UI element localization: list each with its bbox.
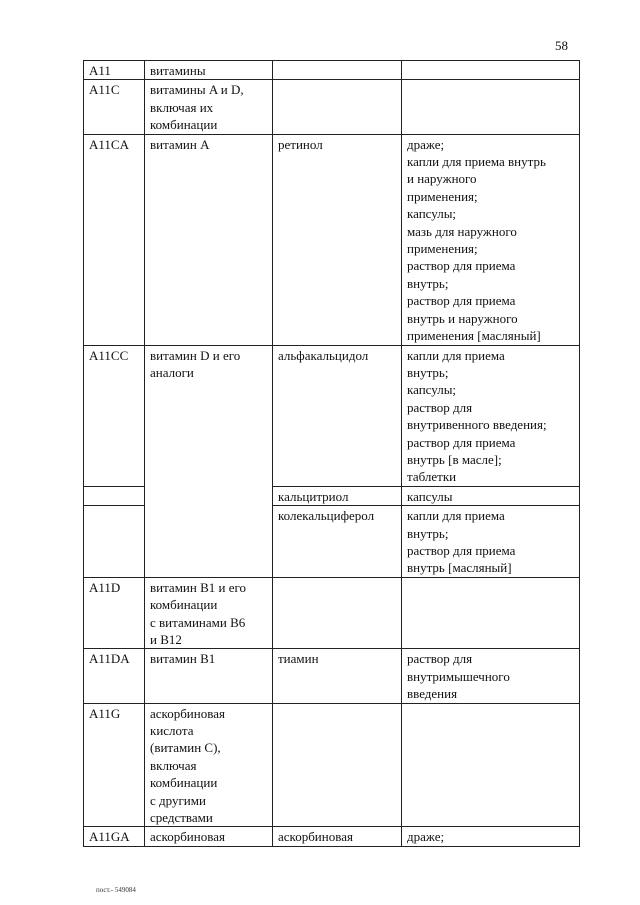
group-cell	[145, 577, 273, 649]
dosage-forms-cell	[402, 703, 580, 827]
cell-text-line: раствор для	[407, 651, 473, 667]
cell-text-line: внутримышечного	[407, 668, 510, 684]
cell-text-line: колекальциферол	[278, 508, 375, 524]
cell-text-line: кислота	[150, 723, 194, 739]
cell-text-line: внутрь [в масле];	[407, 451, 502, 467]
cell-text-line: аналоги	[150, 364, 194, 380]
atc-code-cell	[84, 134, 145, 345]
cell-text-line: применения;	[407, 241, 478, 257]
cell-text-line: внутрь;	[407, 364, 449, 380]
cell-text-line: A11CA	[89, 136, 129, 152]
cell-text-line: капсулы;	[407, 382, 457, 398]
atc-code-cell	[84, 345, 145, 486]
atc-code-cell	[84, 827, 145, 846]
cell-text-line: внутрь;	[407, 275, 449, 291]
atc-code-cell	[84, 649, 145, 703]
cell-text-line: A11DA	[89, 651, 130, 667]
table-row	[84, 703, 580, 827]
atc-code-cell	[84, 506, 145, 578]
cell-text-line: комбинации	[150, 597, 218, 613]
group-cell	[145, 345, 273, 577]
cell-text-line: средствами	[150, 810, 213, 826]
cell-text-line: A11GA	[89, 829, 130, 845]
atc-code-cell	[84, 61, 145, 80]
group-cell	[145, 649, 273, 703]
cell-text-line: капсулы;	[407, 206, 457, 222]
table-row	[84, 345, 580, 486]
cell-text-line: включая их	[150, 99, 214, 115]
cell-text-line: включая	[150, 757, 197, 773]
group-cell	[145, 134, 273, 345]
cell-text-line: с другими	[150, 792, 206, 808]
table-row	[84, 577, 580, 649]
substance-cell	[273, 486, 402, 505]
dosage-forms-cell	[402, 506, 580, 578]
cell-text-line: капли для приема	[407, 508, 505, 524]
substance-cell	[273, 703, 402, 827]
dosage-forms-cell	[402, 577, 580, 649]
substance-cell	[273, 61, 402, 80]
group-cell	[145, 703, 273, 827]
cell-text-line: раствор для приема	[407, 434, 516, 450]
table-row	[84, 827, 580, 846]
cell-text-line: витамин B1	[150, 651, 216, 667]
cell-text-line: раствор для приема	[407, 293, 516, 309]
table-row	[84, 61, 580, 80]
cell-text-line: аскорбиновая	[150, 829, 225, 845]
cell-text-line: аскорбиновая	[278, 829, 353, 845]
atc-code-cell	[84, 80, 145, 134]
cell-text-line: раствор для приема	[407, 542, 516, 558]
cell-text-line: витамины A и D,	[150, 82, 244, 98]
cell-text-line: витамин A	[150, 136, 210, 152]
cell-text-line: мазь для наружного	[407, 223, 517, 239]
dosage-forms-cell	[402, 649, 580, 703]
substance-cell	[273, 827, 402, 846]
cell-text-line: A11CC	[89, 347, 129, 363]
cell-text-line: и наружного	[407, 171, 477, 187]
drug-table	[83, 60, 580, 847]
cell-text-line: ретинол	[278, 136, 323, 152]
atc-code-cell	[84, 577, 145, 649]
substance-cell	[273, 345, 402, 486]
cell-text-line: раствор для	[407, 399, 473, 415]
cell-text-line: комбинации	[150, 117, 218, 133]
cell-text-line: введения	[407, 686, 458, 702]
cell-text-line: аскорбиновая	[150, 705, 225, 721]
group-cell	[145, 827, 273, 846]
dosage-forms-cell	[402, 80, 580, 134]
cell-text-line: тиамин	[278, 651, 319, 667]
document-footer-code: пост.- 549084	[96, 886, 136, 894]
cell-text-line: и B12	[150, 632, 182, 647]
substance-cell	[273, 134, 402, 345]
cell-text-line: внутрь и наружного	[407, 310, 518, 326]
dosage-forms-cell	[402, 61, 580, 80]
cell-text-line: A11C	[89, 82, 120, 98]
group-cell	[145, 61, 273, 80]
atc-code-cell	[84, 703, 145, 827]
cell-text-line: A11	[89, 63, 111, 78]
cell-text-line: таблетки	[407, 469, 457, 485]
cell-text-line: (витамин C),	[150, 740, 221, 756]
cell-text-line: капли для приема	[407, 347, 505, 363]
atc-code-cell	[84, 486, 145, 505]
cell-text-line: витамин D и его	[150, 347, 241, 363]
cell-text-line: кальцитриол	[278, 488, 349, 504]
group-cell	[145, 80, 273, 134]
cell-text-line: витамин B1 и его	[150, 579, 247, 595]
page-number: 58	[555, 38, 568, 53]
substance-cell	[273, 80, 402, 134]
table-row	[84, 134, 580, 345]
cell-text-line: применения;	[407, 188, 478, 204]
dosage-forms-cell	[402, 486, 580, 505]
cell-text-line: витамины	[150, 63, 206, 78]
cell-text-line: альфакальцидол	[278, 347, 369, 363]
cell-text-line: внутрь [масляный]	[407, 560, 512, 576]
substance-cell	[273, 649, 402, 703]
cell-text-line: драже;	[407, 136, 445, 152]
cell-text-line: с витаминами B6	[150, 614, 246, 630]
table-row	[84, 80, 580, 134]
table-row	[84, 649, 580, 703]
cell-text-line: капсулы	[407, 488, 453, 504]
dosage-forms-cell	[402, 345, 580, 486]
substance-cell	[273, 577, 402, 649]
cell-text-line: A11D	[89, 579, 121, 595]
cell-text-line: применения [масляный]	[407, 328, 541, 344]
cell-text-line: внутрь;	[407, 525, 449, 541]
cell-text-line: драже;	[407, 829, 445, 845]
cell-text-line: капли для приема внутрь	[407, 154, 546, 170]
dosage-forms-cell	[402, 134, 580, 345]
cell-text-line: комбинации	[150, 775, 218, 791]
dosage-forms-cell	[402, 827, 580, 846]
cell-text-line: A11G	[89, 705, 121, 721]
cell-text-line: раствор для приема	[407, 258, 516, 274]
cell-text-line: внутривенного введения;	[407, 417, 547, 433]
substance-cell	[273, 506, 402, 578]
